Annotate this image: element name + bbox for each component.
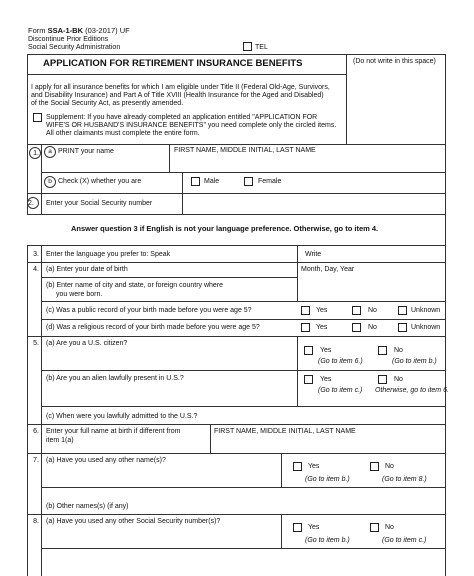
other-ssn-yes-goto: (Go to item b.)	[305, 537, 350, 544]
birth-name-label-1: Enter your full name at birth if different from	[46, 428, 181, 435]
intro-line-2: and Disability Insurance) and Part A of Title XVIII (Health Insurance for the Aged and Disabled)	[31, 92, 324, 99]
dob-label: (a) Enter your date of birth	[46, 266, 128, 273]
birthplace-input[interactable]	[300, 284, 442, 299]
public-record-yes-label: Yes	[316, 307, 328, 314]
public-record-unknown-checkbox[interactable]	[398, 306, 407, 315]
birth-name-input[interactable]	[214, 438, 442, 451]
male-checkbox[interactable]	[191, 177, 200, 186]
speak-language-input[interactable]	[190, 248, 294, 260]
public-record-yes-checkbox[interactable]	[301, 306, 310, 315]
item-7-number: 7.	[33, 457, 39, 464]
admitted-date-input[interactable]	[210, 409, 442, 421]
dob-header: Month, Day, Year	[301, 266, 355, 273]
item-4-number: 4.	[33, 266, 39, 273]
item-2-circle	[27, 197, 39, 209]
public-record-label: (c) Was a public record of your birth made before you were age 5?	[46, 307, 252, 314]
item-6-number: 6.	[33, 428, 39, 435]
public-record-unknown-label: Unknown	[411, 307, 441, 314]
supplement-line-2: WIFE'S OR HUSBAND'S INSURANCE BENEFITS" you need complete only the circled items.	[46, 122, 337, 129]
item-2-number: 2.	[28, 200, 34, 207]
item-8-number: 8.	[33, 518, 39, 525]
write-label: Write	[305, 251, 322, 258]
alien-no-label: No	[394, 376, 403, 383]
citizen-label: (a) Are you a U.S. citizen?	[46, 340, 128, 347]
office-use-note: (Do not write in this space)	[353, 58, 436, 65]
supplement-checkbox[interactable]	[33, 113, 42, 122]
other-names-label: (b) Other names(s) (if any)	[46, 503, 129, 510]
other-names-question: (a) Have you used any other name(s)?	[46, 457, 166, 464]
female-label: Female	[258, 178, 282, 185]
other-names-yes-checkbox[interactable]	[293, 462, 302, 471]
religious-record-unknown-label: Unknown	[411, 324, 441, 331]
supplement-line-1: Supplement: If you have already completed an application entitled "APPLICATION FOR	[46, 114, 318, 121]
agency-name: Social Security Administration	[28, 44, 121, 51]
religious-record-yes-checkbox[interactable]	[301, 323, 310, 332]
citizen-yes-checkbox[interactable]	[304, 346, 313, 355]
form-number: Form SSA-1-BK (03-2017) UF	[28, 26, 130, 35]
admitted-date-label: (c) When were you lawfully admitted to the U.S.?	[46, 413, 198, 420]
citizen-no-goto: (Go to item b.)	[392, 358, 437, 365]
tel-label: TEL	[255, 44, 268, 51]
other-names-yes-goto: (Go to item b.)	[305, 476, 350, 483]
language-label: Enter the language you prefer to: Speak	[46, 251, 171, 258]
alien-no-checkbox[interactable]	[378, 375, 387, 384]
alien-label: (b) Are you an alien lawfully present in U.S.?	[46, 375, 184, 382]
female-checkbox[interactable]	[244, 177, 253, 186]
other-names-yes-label: Yes	[308, 463, 320, 470]
birth-name-header: FIRST NAME, MIDDLE INITIAL, LAST NAME	[214, 428, 356, 435]
answer-note: Answer question 3 if English is not your language preference. Otherwise, go to item 4.	[71, 224, 379, 233]
other-ssn-yes-checkbox[interactable]	[293, 523, 302, 532]
birthplace-label-1: (b) Enter name of city and state, or foreign country where	[46, 282, 224, 289]
other-ssn-yes-label: Yes	[308, 524, 320, 531]
item-1-number: 1.	[33, 150, 39, 157]
item-1-circle	[29, 147, 41, 159]
other-names-no-label: No	[385, 463, 394, 470]
male-label: Male	[204, 178, 220, 185]
citizen-yes-goto: (Go to item 6.)	[318, 358, 363, 365]
form-title: APPLICATION FOR RETIREMENT INSURANCE BENEFITS	[43, 58, 303, 69]
name-input[interactable]	[174, 158, 444, 171]
dob-input[interactable]	[300, 275, 442, 283]
public-record-no-label: No	[368, 307, 377, 314]
other-ssn-no-checkbox[interactable]	[370, 523, 379, 532]
intro-line-3: of the Social Security Act, as presently amended.	[31, 100, 184, 107]
religious-record-no-checkbox[interactable]	[352, 323, 361, 332]
other-names-no-goto: (Go to item 8.)	[382, 476, 427, 483]
religious-record-label: (d) Was a religious record of your birth made before you were age 5?	[46, 324, 260, 331]
citizen-no-checkbox[interactable]	[378, 346, 387, 355]
gender-check-label: Check (X) whether you are	[58, 178, 142, 185]
alien-yes-checkbox[interactable]	[304, 375, 313, 384]
other-names-input[interactable]	[170, 490, 442, 512]
tel-checkbox[interactable]	[243, 42, 252, 51]
item-3-number: 3.	[33, 251, 39, 258]
alien-yes-label: Yes	[320, 376, 332, 383]
write-language-input[interactable]	[330, 248, 442, 260]
intro-line-1: I apply for all insurance benefits for which I am eligible under Title II (Federal Old-Age, Survivors,	[31, 84, 330, 91]
ssn-label: Enter your Social Security number	[46, 200, 153, 207]
religious-record-no-label: No	[368, 324, 377, 331]
religious-record-yes-label: Yes	[316, 324, 328, 331]
alien-yes-goto: (Go to item c.)	[318, 387, 363, 394]
religious-record-unknown-checkbox[interactable]	[398, 323, 407, 332]
item-5-number: 5.	[33, 340, 39, 347]
discontinue-note: Discontinue Prior Editions	[28, 36, 109, 43]
other-ssn-no-goto: (Go to item c.)	[382, 537, 427, 544]
birth-name-label-2: item 1(a)	[46, 437, 74, 444]
item-1b-circle: b	[44, 176, 56, 188]
name-header: FIRST NAME, MIDDLE INITIAL, LAST NAME	[174, 147, 316, 154]
other-names-no-checkbox[interactable]	[370, 462, 379, 471]
other-ssn-question: (a) Have you used any other Social Security number(s)?	[46, 518, 221, 525]
birthplace-label-2: you were born.	[56, 291, 103, 298]
citizen-yes-label: Yes	[320, 347, 332, 354]
other-ssn-no-label: No	[385, 524, 394, 531]
citizen-no-label: No	[394, 347, 403, 354]
item-1a-circle: a	[44, 146, 56, 158]
public-record-no-checkbox[interactable]	[352, 306, 361, 315]
alien-no-goto: Otherwise, go to item 6.	[375, 387, 449, 394]
print-name-label: PRINT your name	[58, 148, 114, 155]
supplement-line-3: All other claimants must complete the entire form.	[46, 130, 200, 137]
ssn-input[interactable]	[184, 195, 442, 212]
